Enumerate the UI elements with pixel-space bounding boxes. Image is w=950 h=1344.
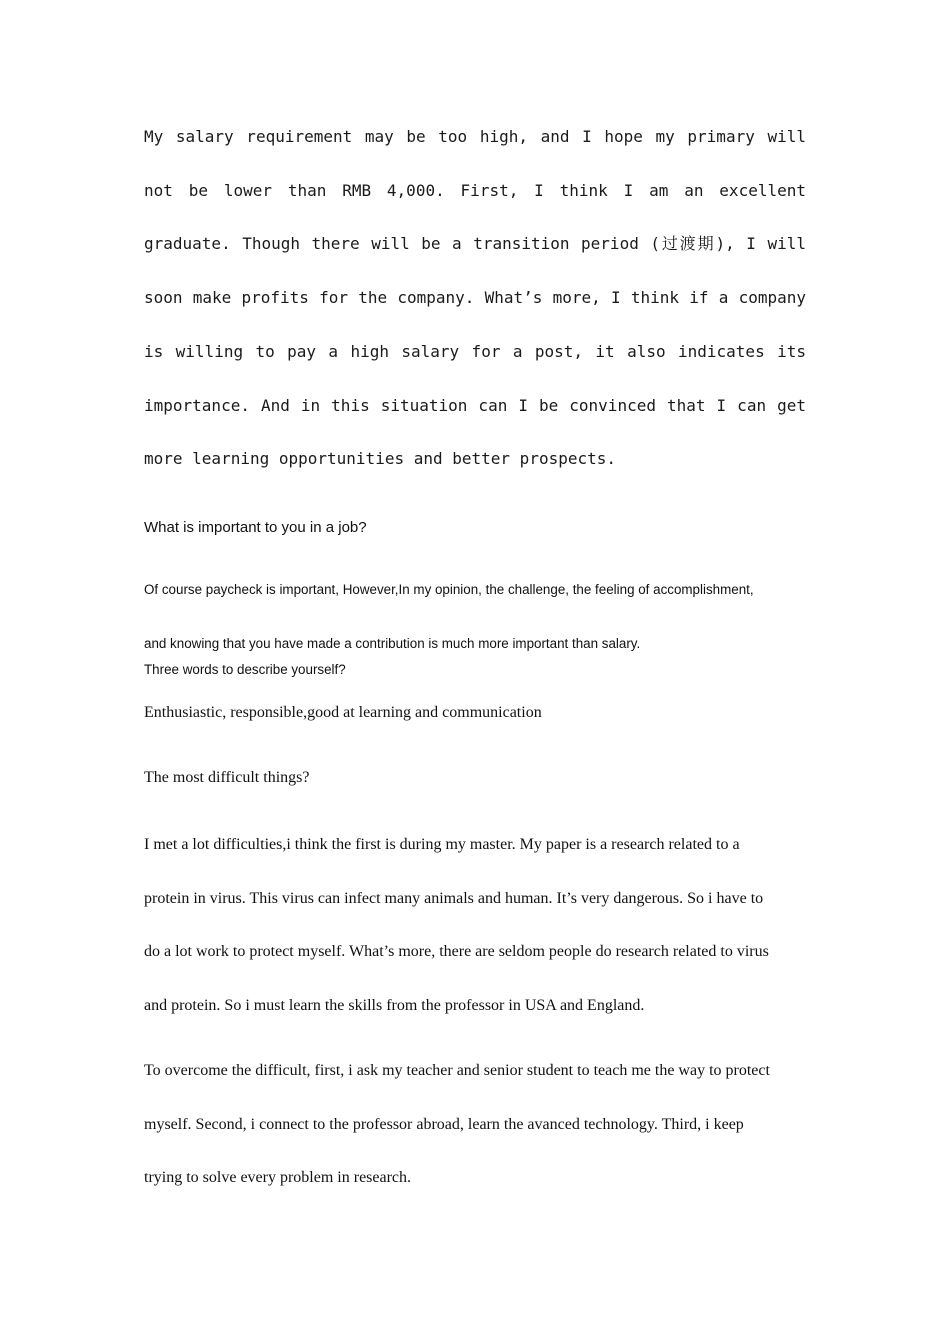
paragraph-line: do a lot work to protect myself. What’s more, there are seldom people do research related to virus [144,943,769,961]
paragraph-line: protein in virus. This virus can infect many animals and human. It’s very dangerous. So i have to [144,889,764,907]
answer-overcome-paragraph [144,1044,806,1205]
question-difficult-heading: The most difficult things? [144,769,310,786]
paragraph-line: I met a lot difficulties,i think the first is during my master. My paper is a research related to a [144,836,740,853]
paragraph-line: graduate. Though there will be a transition period (过渡期), I will [144,234,806,254]
answer-three-words-text: Enthusiastic, responsible,good at learning and communication [144,704,542,721]
paragraph-line: To overcome the difficult, first, i ask my teacher and senior student to teach me the way to protect [144,1062,770,1079]
paragraph-line: is willing to pay a high salary for a post, it also indicates its [144,341,806,361]
answer-important-paragraph [144,563,808,671]
paragraph-line: more learning opportunities and better prospects. [144,449,617,469]
paragraph-line: importance. And in this situation can I be convinced that I can get [144,395,806,415]
paragraph-line: trying to solve every problem in research. [144,1169,412,1187]
paragraph-line: and knowing that you have made a contribution is much more important than salary. [144,636,641,651]
question-three-words-heading: Three words to describe yourself? [144,662,346,677]
paragraph-line: myself. Second, i connect to the professor abroad, learn the avanced technology. Third, i keep [144,1115,744,1133]
paragraph-line: soon make profits for the company. What’s more, I think if a company [144,288,806,308]
paragraph-line: not be lower than RMB 4,000. First, I think I am an excellent [144,180,806,200]
paragraph-line: My salary requirement may be too high, and I hope my primary will [144,127,806,146]
question-important-heading: What is important to you in a job? [144,519,367,536]
paragraph-line: Of course paycheck is important, However,In my opinion, the challenge, the feeling of accomplishment, [144,582,754,597]
salary-paragraph [144,110,806,486]
paragraph-line: and protein. So i must learn the skills from the professor in USA and England. [144,997,645,1015]
answer-difficult-paragraph [144,818,806,1033]
